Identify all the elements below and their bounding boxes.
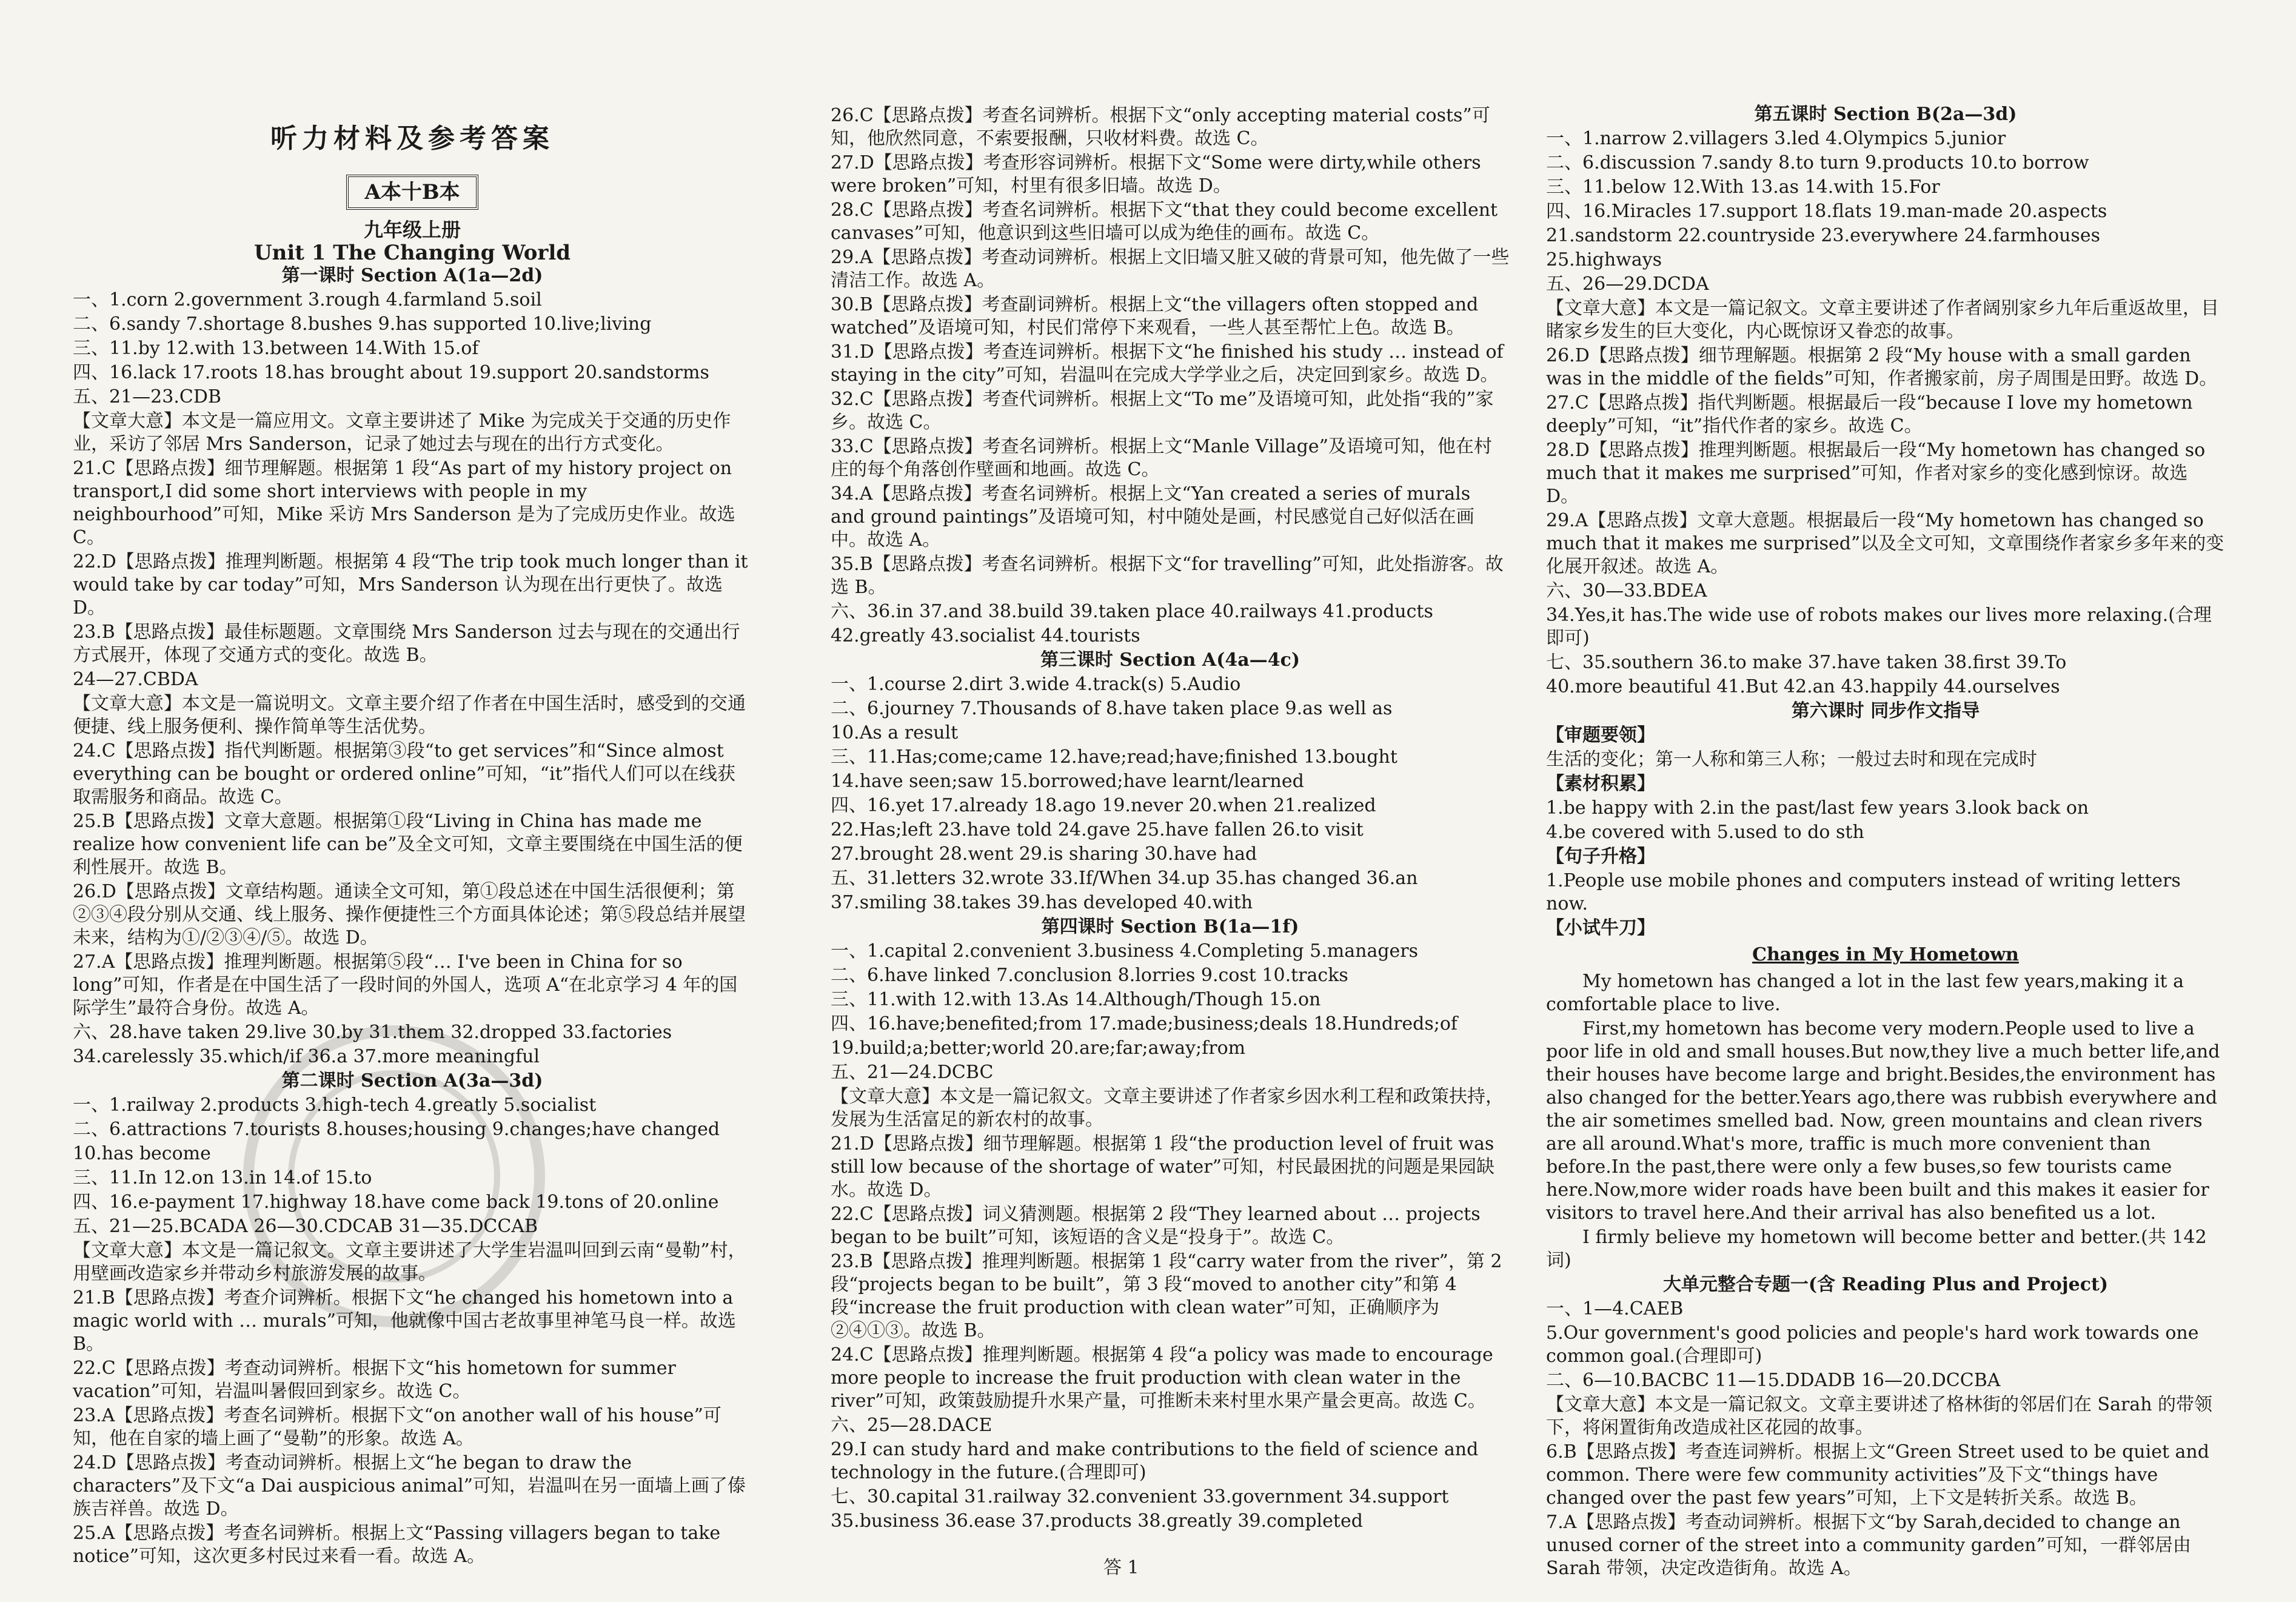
label-heading: 【句子升格】 [1546,846,1655,867]
answer-line: 三、11.In 12.on 13.in 14.of 15.to [73,1167,372,1188]
answer-line: 四、16.lack 17.roots 18.has brought about 19.support 20.sandstorms [73,362,709,383]
answer-paragraph: 24.C【思路点拨】指代判断题。根据第③段“to get services”和“Since almost everything can be bought or ordered online”可知，“it”指代人们可以在线获取需服务和商品。故选 C。 [73,740,735,808]
answer-line: 二、6.have linked 7.conclusion 8.lorries 9.cost 10.tracks [831,965,1348,986]
answer-line: 七、30.capital 31.railway 32.convenient 33.government 34.support [831,1486,1449,1507]
column-3 [1546,103,2225,1579]
column-2 [831,103,1510,1534]
answer-line: 42.greatly 43.socialist 44.tourists [831,625,1140,646]
answer-paragraph: 23.B【思路点拨】推理判断题。根据第 1 段“carry water from the river”，第 2 段“projects began to be built”，第 3 段“moved to another city”和第 4 段“increase the fruit production with clean water”可知，正确顺序为②④①③。故选 B。 [831,1251,1502,1341]
answer-paragraph: 34.Yes,it has.The wide use of robots makes our lives more relaxing.(合理即可) [1546,605,2212,649]
essay-paragraph: First,my hometown has become very modern.People used to live a poor life in old and small houses.But now,they live a much better life,and their houses have become large and bright.Besides,the environment has also changed for the better.Years ago,there was rubbish everywhere and the air sometimes smelled bad. Now, green mountains and clean rivers are all around.What's more, traffic is much more convenient than before.In the past,there were only a few buses,so few tourists came here.Now,more wider roads have been built and this makes it easier for visitors to travel here.And their arrival has also benefited us a lot. [1546,1018,2220,1224]
section-heading: 第四课时 Section B(1a—1f) [1041,916,1299,937]
answer-paragraph: 22.C【思路点拨】词义猜测题。根据第 2 段“They learned about … projects began to be built”可知，该短语的含义是“投身于”。故选 C。 [831,1204,1481,1248]
answer-line: 27.brought 28.went 29.is sharing 30.have had [831,843,1257,865]
document-title: 听力材料及参考答案 [270,123,554,154]
answer-paragraph: 22.D【思路点拨】推理判断题。根据第 4 段“The trip took much longer than it would take by car today”可知，Mrs Sanderson 认为现在出行更快了。故选 D。 [73,551,748,618]
answer-paragraph: 30.B【思路点拨】考查副词辨析。根据上文“the villagers often stopped and watched”及语境可知，村民们常停下来观看，一些人甚至帮忙上色。故选 B。 [831,294,1479,338]
answer-paragraph: 22.C【思路点拨】考查动词辨析。根据下文“his hometown for summer vacation”可知，岩温叫暑假回到家乡。故选 C。 [73,1358,676,1402]
answer-paragraph: 【文章大意】本文是一篇说明文。文章主要介绍了作者在中国生活时，感受到的交通便捷、线上服务便利、操作简单等生活优势。 [73,693,746,737]
answer-paragraph: 27.C【思路点拨】指代判断题。根据最后一段“because I love my hometown deeply”可知，“it”指代作者的家乡。故选 C。 [1546,392,2193,437]
column-3-content [1546,103,2225,1580]
unit-heading: Unit 1 The Changing World [253,241,571,265]
answer-line: 七、35.southern 36.to make 37.have taken 38.first 39.To [1546,652,2067,673]
answer-line: 二、6.sandy 7.shortage 8.bushes 9.has supported 10.live;living [73,313,652,335]
answer-line: 二、6—10.BACBC 11—15.DDADB 16—20.DCCBA [1546,1370,2001,1391]
answer-line: 一、1.course 2.dirt 3.wide 4.track(s) 5.Audio [831,674,1241,695]
answer-line: 六、36.in 37.and 38.build 39.taken place 40.railways 41.products [831,601,1433,622]
section-heading: 第三课时 Section A(4a—4c) [1040,649,1300,671]
answer-paragraph: 【文章大意】本文是一篇记叙文。文章主要讲述了大学生岩温叫回到云南“曼勒”村，用壁画改造家乡并带动乡村旅游发展的故事。 [73,1240,746,1284]
answer-paragraph: 7.A【思路点拨】考查动词辨析。根据下文“by Sarah,decided to change an unused corner of the street into a community garden”可知，一群邻居由 Sarah 带领，决定改造街角。故选 A。 [1546,1512,2191,1579]
answer-paragraph: 5.Our government's good policies and people's hard work towards one common goal.(合理即可) [1546,1322,2199,1367]
essay-paragraph: My hometown has changed a lot in the last few years,making it a comfortable place to live. [1546,971,2184,1015]
edition-badge: A本十B本 [346,175,478,210]
answer-paragraph: 23.B【思路点拨】最佳标题题。文章围绕 Mrs Sanderson 过去与现在的交通出行方式展开，体现了交通方式的变化。故选 B。 [73,622,740,666]
answer-line: 24—27.CBDA [73,669,198,690]
answer-line: 五、21—24.DCBC [831,1062,994,1083]
answer-line: 三、11.below 12.With 13.as 14.with 15.For [1546,176,1940,198]
answer-paragraph: 24.C【思路点拨】推理判断题。根据第 4 段“a policy was made to encourage more people to increase the fruit production with clean water in the river”可知，政策鼓励提升水果产量，可推断未来村里水果产量会更高。故选 C。 [831,1344,1493,1412]
answer-line: 三、11.Has;come;came 12.have;read;have;finished 13.bought [831,746,1397,768]
answer-paragraph: 26.C【思路点拨】考查名词辨析。根据下文“only accepting material costs”可知，他欣然同意，不索要报酬，只收材料费。故选 C。 [831,105,1490,149]
answer-line: 10.has become [73,1143,211,1164]
section-heading: 第五课时 Section B(2a—3d) [1754,104,2017,125]
answer-line: 六、30—33.BDEA [1546,580,1707,602]
essay-paragraph: I firmly believe my hometown will become better and better.(共 142 词) [1546,1227,2207,1271]
answer-line: 4.be covered with 5.used to do sth [1546,822,1864,843]
answer-paragraph: 34.A【思路点拨】考查名词辨析。根据上文“Yan created a series of murals and ground paintings”及语境可知，村中随处是画，村民感觉自己好似活在画中。故选 A。 [831,483,1474,551]
answer-paragraph: 29.I can study hard and make contributions to the field of science and technology in the future.(合理即可) [831,1439,1479,1483]
answer-paragraph: 31.D【思路点拨】考查连词辨析。根据下文“he finished his study … instead of staying in the city”可知，岩温叫在完成大学学业之后，决定回到家乡。故选 D。 [831,341,1504,386]
answer-line: 1.People use mobile phones and computers instead of writing letters now. [1546,870,2181,914]
answer-paragraph: 21.B【思路点拨】考查介词辨析。根据下文“he changed his hometown into a magic world with … murals”可知，他就像中国古老故事里神笔马良一样。故选 B。 [73,1287,736,1355]
answer-paragraph: 【文章大意】本文是一篇应用文。文章主要讲述了 Mike 为完成关于交通的历史作业，采访了邻居 Mrs Sanderson，记录了她过去与现在的出行方式变化。 [73,411,731,455]
answer-paragraph: 6.B【思路点拨】考查连词辨析。根据上文“Green Street used to be quiet and common. There were few community activities”及下文“things have changed over the past few years”可知，上下文是转折关系。故选 B。 [1546,1441,2209,1509]
section-heading: 第二课时 Section A(3a—3d) [281,1070,543,1091]
answer-line: 22.Has;left 23.have told 24.gave 25.have fallen 26.to visit [831,819,1364,840]
answer-paragraph: 27.D【思路点拨】考查形容词辨析。根据下文“Some were dirty,while others were broken”可知，村里有很多旧墙。故选 D。 [831,152,1481,196]
answer-line: 35.business 36.ease 37.products 38.greatly 39.completed [831,1510,1363,1532]
answer-line: 五、31.letters 32.wrote 33.If/When 34.up 35.has changed 36.an [831,868,1418,889]
answer-paragraph: 27.A【思路点拨】推理判断题。根据第⑤段“… I've been in China for so long”可知，作者是在中国生活了一段时间的外国人，选项 A“在北京学习 4 年的国际学生”最符合身份。故选 A。 [73,951,738,1019]
column-2-content [831,104,1510,1533]
answer-line: 三、11.with 12.with 13.As 14.Although/Though 15.on [831,989,1321,1010]
watermark-stamp-icon [182,1007,606,1346]
answer-paragraph: 29.A【思路点拨】考查动词辨析。根据上文旧墙又脏又破的背景可知，他先做了一些清洁工作。故选 A。 [831,247,1510,291]
answer-line: 二、6.attractions 7.tourists 8.houses;housing 9.changes;have changed [73,1119,720,1140]
answer-line: 一、1—4.CAEB [1546,1298,1684,1319]
answer-line: 21.sandstorm 22.countryside 23.everywhere 24.farmhouses [1546,225,2100,246]
answer-line: 六、25—28.DACE [831,1415,992,1436]
answer-line: 14.have seen;saw 15.borrowed;have learnt/learned [831,771,1304,792]
answer-line: 1.be happy with 2.in the past/last few years 3.look back on [1546,797,2089,819]
answer-line: 一、1.capital 2.convenient 3.business 4.Completing 5.managers [831,940,1419,962]
answer-line: 三、11.by 12.with 13.between 14.With 15.of [73,338,479,359]
answer-paragraph: 21.D【思路点拨】细节理解题。根据第 1 段“the production level of fruit was still low because of the shortage of water”可知，村民最困扰的问题是果园缺水。故选 D。 [831,1133,1494,1201]
answer-line: 19.build;a;better;world 20.are;far;away;from [831,1037,1246,1059]
answer-paragraph: 32.C【思路点拨】考查代词辨析。根据上文“To me”及语境可知，此处指“我的”家乡。故选 C。 [831,389,1494,433]
answer-line: 六、28.have taken 29.live 30.by 31.them 32.dropped 33.factories [73,1022,672,1043]
answer-paragraph: 21.C【思路点拨】细节理解题。根据第 1 段“As part of my history project on transport,I did some short interviews with people in my neighbourhood”可知，Mike 采访 Mrs Sanderson 是为了完成历史作业。故选 C。 [73,458,735,548]
answer-paragraph: 26.D【思路点拨】细节理解题。根据第 2 段“My house with a small garden was in the middle of the fields”可知，作者搬家前，房子周围是田野。故选 D。 [1546,345,2218,389]
answer-line: 10.As a result [831,722,959,743]
answer-line: 生活的变化；第一人称和第三人称；一般过去时和现在完成时 [1546,749,2037,770]
answer-line: 五、21—23.CDB [73,386,221,407]
answer-line: 一、1.railway 2.products 3.high-tech 4.greatly 5.socialist [73,1094,597,1116]
answer-paragraph: 25.A【思路点拨】考查名词辨析。根据上文“Passing villagers began to take notice”可知，这次更多村民过来看一看。故选 A。 [73,1523,721,1567]
answer-line: 一、1.narrow 2.villagers 3.led 4.Olympics 5.junior [1546,128,2006,149]
answer-line: 四、16.e-payment 17.highway 18.have come back 19.tons of 20.online [73,1191,719,1213]
answer-paragraph: 28.C【思路点拨】考查名词辨析。根据下文“that they could become excellent canvases”可知，他意识到这些旧墙可以成为绝佳的画布。故选 C。 [831,199,1498,244]
answer-line: 二、6.discussion 7.sandy 8.to turn 9.products 10.to borrow [1546,152,2089,173]
answer-paragraph: 【文章大意】本文是一篇记叙文。文章主要讲述了作者阔别家乡九年后重返故里，目睹家乡发生的巨大变化，内心既惊讶又眷恋的故事。 [1546,298,2219,342]
answer-paragraph: 26.D【思路点拨】文章结构题。通读全文可知，第①段总述在中国生活很便利；第②③④段分别从交通、线上服务、操作便捷性三个方面具体论述；第⑤段总结并展望未来，结构为①/②③④/⑤。故选 D。 [73,881,746,948]
answer-line: 一、1.corn 2.government 3.rough 4.farmland 5.soil [73,289,542,310]
answer-paragraph: 【文章大意】本文是一篇记叙文。文章主要讲述了作者家乡因水利工程和政策扶持，发展为生活富足的新农村的故事。 [831,1086,1504,1130]
answer-paragraph: 35.B【思路点拨】考查名词辨析。根据下文“for travelling”可知，此处指游客。故选 B。 [831,554,1504,598]
page-number: 答 1 [1103,1557,1139,1578]
answer-paragraph: 33.C【思路点拨】考查名词辨析。根据上文“Manle Village”及语境可知，他在村庄的每个角落创作壁画和地画。故选 C。 [831,436,1492,480]
answer-line: 25.highways [1546,249,1662,270]
section-heading: 第六课时 同步作文指导 [1791,700,1980,722]
section-heading: 大单元整合专题一(含 Reading Plus and Project) [1662,1274,2109,1295]
answer-line: 四、16.have;benefited;from 17.made;business;deals 18.Hundreds;of [831,1013,1458,1034]
answer-line: 四、16.yet 17.already 18.ago 19.never 20.when 21.realized [831,795,1376,816]
answer-line: 37.smiling 38.takes 39.has developed 40.with [831,892,1253,913]
answer-line: 四、16.Miracles 17.support 18.flats 19.man-made 20.aspects [1546,201,2107,222]
column-1-content [73,264,752,1568]
answer-line: 34.carelessly 35.which/if 36.a 37.more meaningful [73,1046,540,1067]
answer-paragraph: 【文章大意】本文是一篇记叙文。文章主要讲述了格林街的邻居们在 Sarah 的带领下，将闲置街角改造成社区花园的故事。 [1546,1394,2213,1438]
label-heading: 【素材积累】 [1546,773,1655,794]
section-heading: 第一课时 Section A(1a—2d) [281,265,543,286]
answer-paragraph: 28.D【思路点拨】推理判断题。根据最后一段“My hometown has changed so much that it makes me surprised”可知，作者对家乡的变化感到惊讶。故选 D。 [1546,440,2206,507]
answer-paragraph: 29.A【思路点拨】文章大意题。根据最后一段“My hometown has changed so much that it makes me surprised”以及全文可知，文章围绕作者家乡多年来的变化展开叙述。故选 A。 [1546,510,2224,577]
answer-paragraph: 25.B【思路点拨】文章大意题。根据第①段“Living in China has made me realize how convenient life can be”及全文可知，文章主要围绕在中国生活的便利性展开。故选 B。 [73,811,743,878]
label-heading: 【小试牛刀】 [1546,917,1655,939]
answer-line: 二、6.journey 7.Thousands of 8.have taken place 9.as well as [831,698,1393,719]
label-heading: 【审题要领】 [1546,725,1655,746]
grade-heading: 九年级上册 [363,218,461,241]
answer-paragraph: 23.A【思路点拨】考查名词辨析。根据下文“on another wall of his house”可知，他在自家的墙上画了“曼勒”的形象。故选 A。 [73,1405,721,1449]
essay-title: Changes in My Hometown [1752,944,2019,965]
answer-paragraph: 24.D【思路点拨】考查动词辨析。根据上文“he began to draw the characters”及下文“a Dai auspicious animal”可知，岩温叫在另一面墙上画了傣族吉祥兽。故选 D。 [73,1452,746,1520]
answer-line: 五、21—25.BCADA 26—30.CDCAB 31—35.DCCAB [73,1216,538,1237]
answer-line: 40.more beautiful 41.But 42.an 43.happily 44.ourselves [1546,676,2060,697]
answer-line: 五、26—29.DCDA [1546,273,1709,295]
